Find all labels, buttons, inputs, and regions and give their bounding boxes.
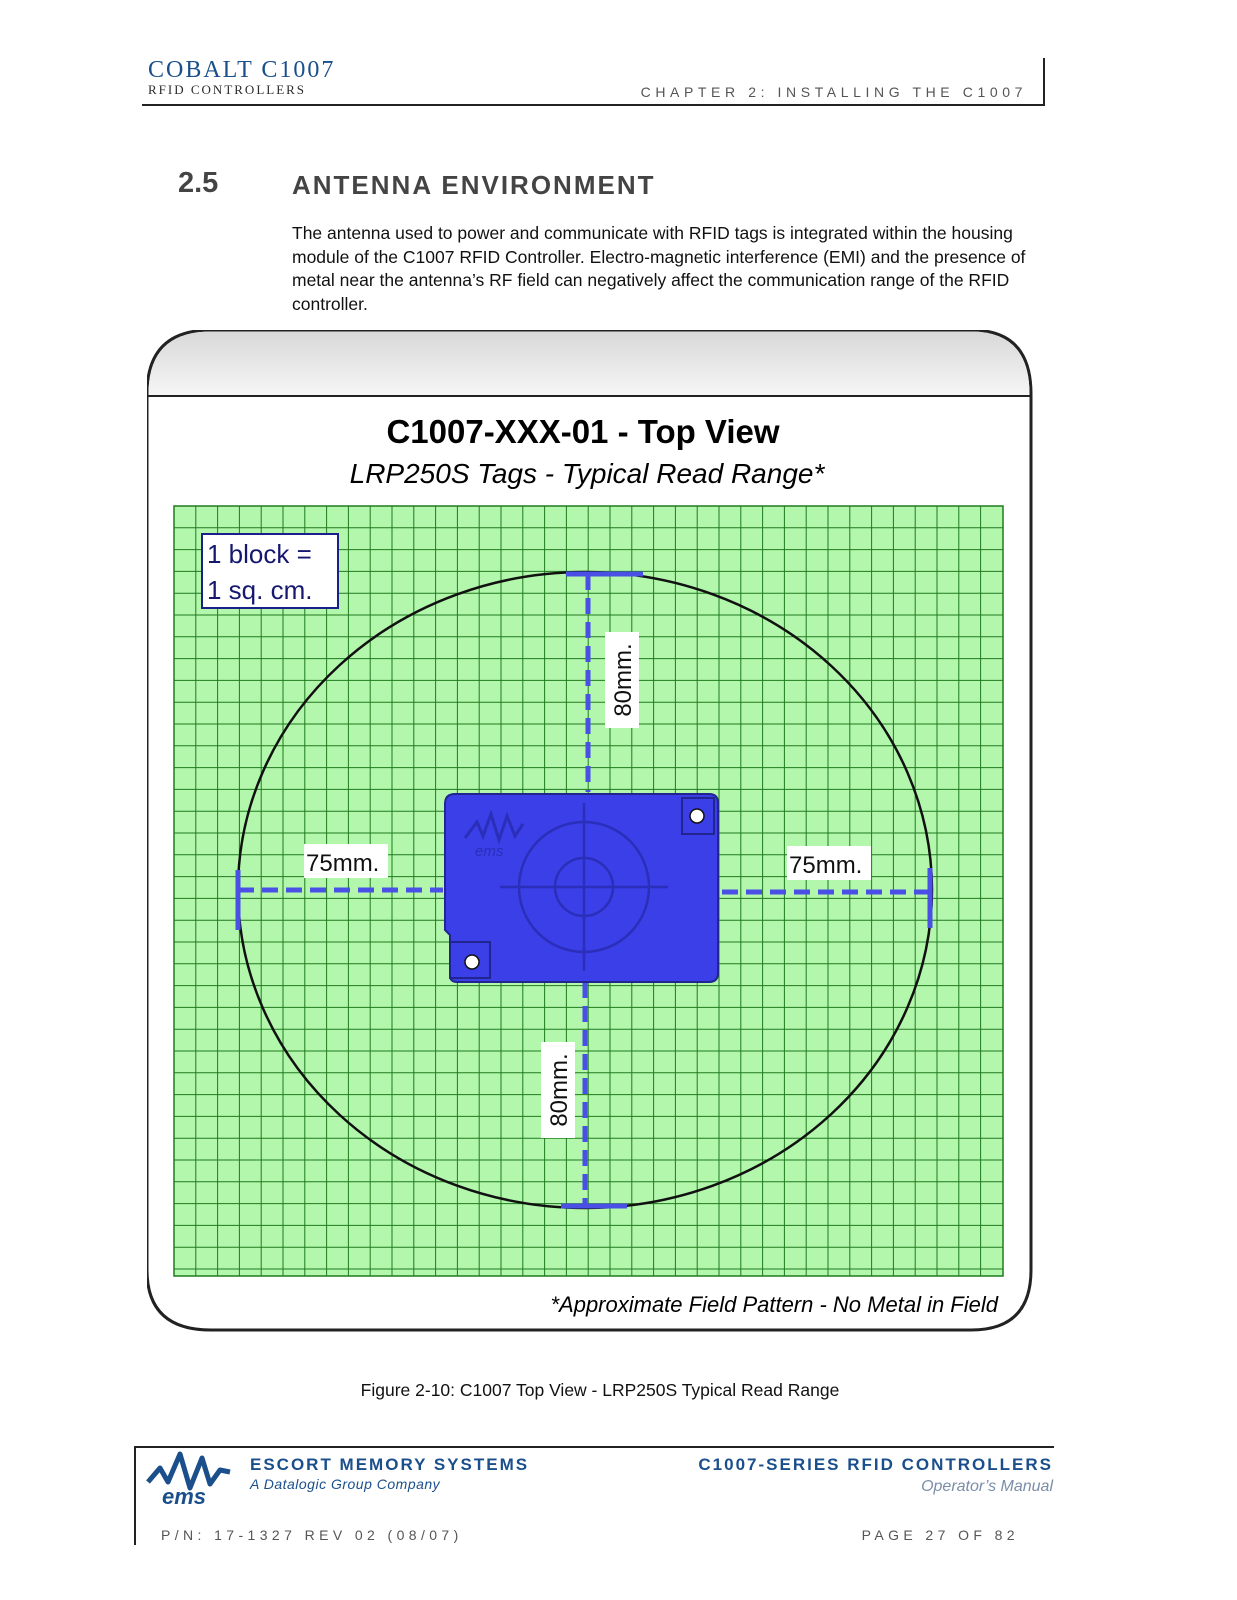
dim-right-label: 75mm. xyxy=(789,852,863,879)
product-line: C1007-SERIES RFID CONTROLLERS xyxy=(698,1455,1053,1474)
dim-left-label: 75mm. xyxy=(306,850,380,877)
figure-top-band xyxy=(149,332,1030,397)
device-logo-text: ems xyxy=(475,843,504,860)
company-name: ESCORT MEMORY SYSTEMS xyxy=(250,1455,530,1474)
brand-title: COBALT C1007 xyxy=(148,57,336,83)
ems-wave-icon xyxy=(146,1448,246,1510)
dim-bottom-label: 80mm. xyxy=(546,1053,573,1127)
section-title: ANTENNA ENVIRONMENT xyxy=(292,170,656,200)
device-screw-bottom-left xyxy=(465,955,479,969)
footer-side-bar xyxy=(134,1446,136,1545)
ems-logo xyxy=(146,1448,246,1515)
ems-logo-text: ems xyxy=(162,1484,207,1509)
figure-caption: Figure 2-10: C1007 Top View - LRP250S Typical Read Range xyxy=(360,1380,840,1400)
company-subtitle: A Datalogic Group Company xyxy=(250,1476,441,1492)
device-screw-top-right xyxy=(690,809,704,823)
c1007-device xyxy=(445,794,718,982)
legend-line-2: 1 sq. cm. xyxy=(207,575,313,605)
chapter-heading: CHAPTER 2: INSTALLING THE C1007 xyxy=(640,84,1027,100)
figure-footnote: *Approximate Field Pattern - No Metal in Field xyxy=(550,1292,998,1317)
section-body: The antenna used to power and communicate with RFID tags is integrated within the housing module of the C1007 RFID Controller. Electro-magnetic interference (EMI) and the presence of metal near the antenna’s RF field can negatively affect the communication range of the RFID controller. xyxy=(292,223,1026,314)
figure-svg xyxy=(147,330,1035,1354)
manual-name: Operator’s Manual xyxy=(921,1478,1053,1495)
section-number: 2.5 xyxy=(178,167,219,199)
header-logo xyxy=(148,58,335,96)
page-number: PAGE 27 OF 82 xyxy=(861,1527,1019,1543)
figure-subtitle: LRP250S Tags - Typical Read Range* xyxy=(349,458,825,489)
part-number: P/N: 17-1327 REV 02 (08/07) xyxy=(161,1527,463,1543)
header-side-bar xyxy=(1043,58,1045,106)
header-divider xyxy=(142,104,1045,106)
figure-read-range xyxy=(147,330,1035,1354)
dim-top-label: 80mm. xyxy=(610,643,637,717)
legend-line-1: 1 block = xyxy=(207,539,312,569)
brand-subtitle: RFID CONTROLLERS xyxy=(148,82,307,97)
footer-divider xyxy=(134,1446,1054,1448)
figure-title: C1007-XXX-01 - Top View xyxy=(386,413,780,450)
